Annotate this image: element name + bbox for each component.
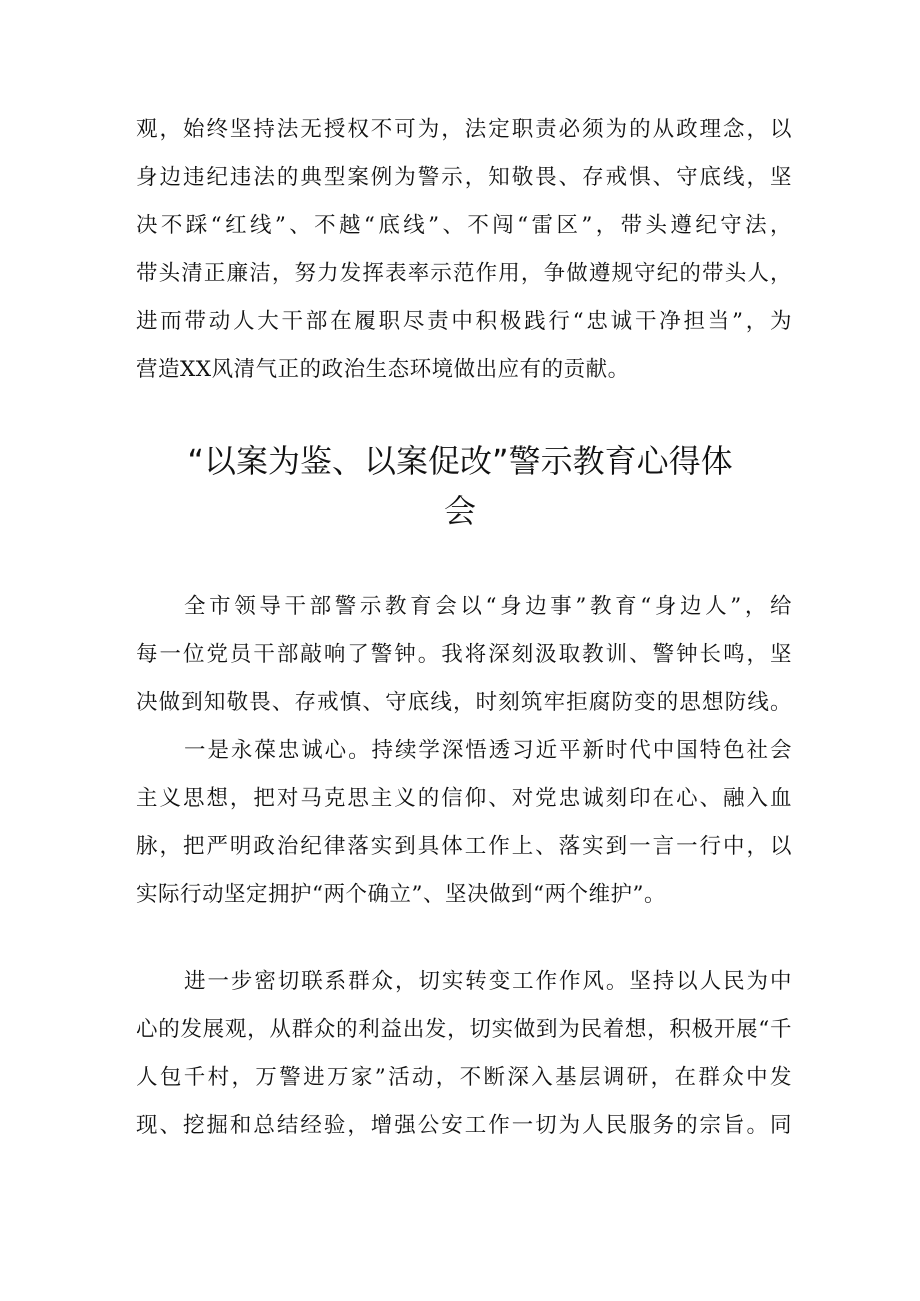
paragraph-line: 观，始终坚持法无授权不可为，法定职责必须为的从政理念，以 <box>136 117 792 142</box>
paragraph-line: 身边违纪违法的典型案例为警示，知敬畏、存戒惧、守底线，坚 <box>136 165 792 190</box>
paragraph-line: 决做到知敬畏、存戒慎、守底线，时刻筑牢拒腐防变的思想防线。 <box>136 690 792 715</box>
paragraph-line: 全市领导干部警示教育会以“身边事”教育“身边人”，给 <box>184 594 792 619</box>
paragraph-line: 营造XX风清气正的政治生态环境做出应有的贡献。 <box>136 357 630 382</box>
intro-paragraph <box>136 106 792 394</box>
paragraph-line: 心的发展观，从群众的利益出发，切实做到为民着想，积极开展“千 <box>136 1017 792 1042</box>
paragraph-line: 现、挖掘和总结经验，增强公安工作一切为人民服务的宗旨。同 <box>136 1113 792 1138</box>
paragraph-line: 进而带动人大干部在履职尽责中积极践行“忠诚干净担当”，为 <box>136 309 792 334</box>
paragraph-line: 带头清正廉洁，努力发挥表率示范作用，争做遵规守纪的带头人， <box>136 261 792 286</box>
document-title <box>120 436 800 536</box>
paragraph-line: 一是永葆忠诚心。持续学深悟透习近平新时代中国特色社会 <box>184 738 792 763</box>
title-line: 会 <box>443 492 476 530</box>
title-line: “以案为鉴、以案促改”警示教育心得体 <box>187 442 733 480</box>
paragraph-line: 主义思想，把对马克思主义的信仰、对党忠诚刻印在心、融入血 <box>136 786 792 811</box>
paragraph-line: 每一位党员干部敲响了警钟。我将深刻汲取教训、警钟长鸣，坚 <box>136 642 792 667</box>
paragraph-3 <box>136 958 792 1150</box>
paragraph-1 <box>136 583 792 727</box>
paragraph-2 <box>136 727 792 919</box>
paragraph-line: 进一步密切联系群众，切实转变工作作风。坚持以人民为中 <box>184 969 792 994</box>
paragraph-line: 脉，把严明政治纪律落实到具体工作上、落实到一言一行中，以 <box>136 834 792 859</box>
paragraph-line: 实际行动坚定拥护“两个确立”、坚决做到“两个维护”。 <box>136 882 666 907</box>
paragraph-line: 决不踩“红线”、不越“底线”、不闯“雷区”，带头遵纪守法， <box>136 213 792 238</box>
paragraph-line: 人包千村，万警进万家”活动，不断深入基层调研，在群众中发 <box>136 1065 792 1090</box>
